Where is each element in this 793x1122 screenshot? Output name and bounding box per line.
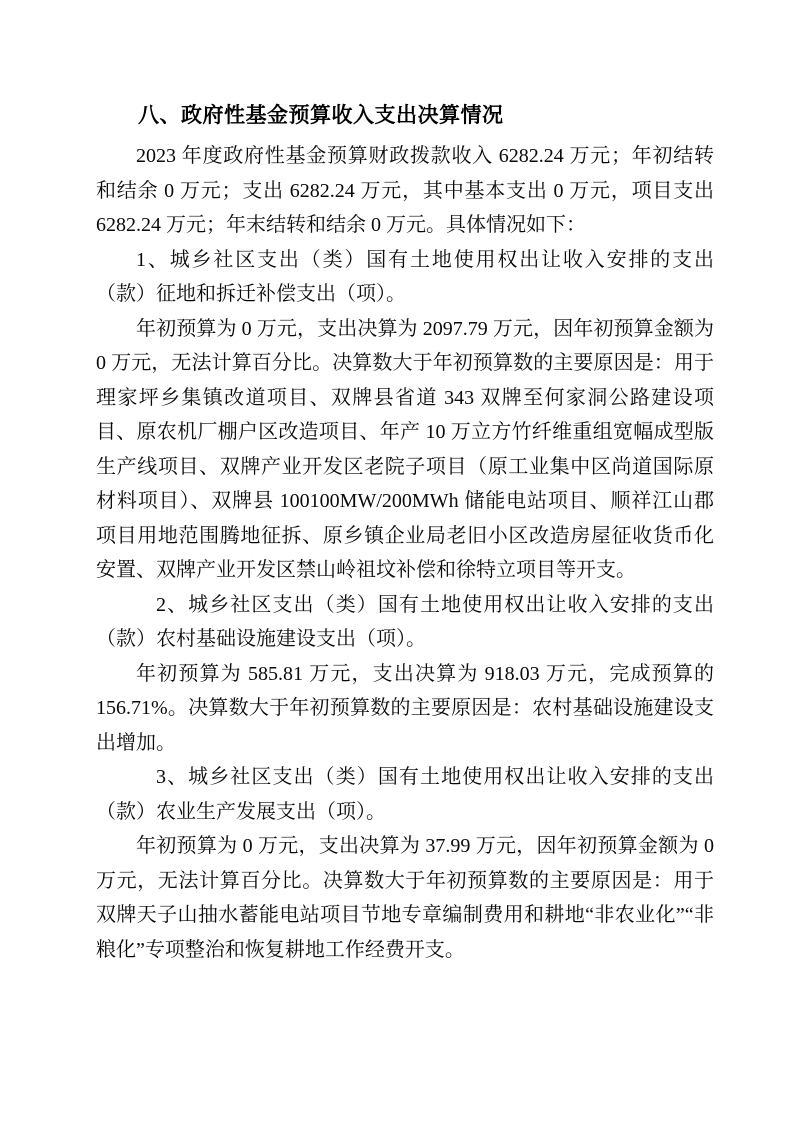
document-content xyxy=(96,96,714,967)
paragraph-item-2-title: 2、城乡社区支出（类）国有土地使用权出让收入安排的支出（款）农村基础设施建设支出（项）。 xyxy=(96,593,714,650)
paragraph-item-3-title: 3、城乡社区支出（类）国有土地使用权出让收入安排的支出（款）农业生产发展支出（项）。 xyxy=(96,766,714,823)
paragraph-item-1-title: 1、城乡社区支出（类）国有土地使用权出让收入安排的支出（款）征地和拆迁补偿支出（项）。 xyxy=(96,248,714,305)
paragraph-item-1-detail: 年初预算为 0 万元，支出决算为 2097.79 万元，因年初预算金额为 0 万元，无法计算百分比。决算数大于年初预算数的主要原因是：用于理家坪乡集镇改道项目、双牌县省道 343 双牌至何家洞公路建设项目、原农机厂棚户区改造项目、年产 10 万立方竹纤维重组宽幅成型版生产线项目、双牌产业开发区老院子项目（原工业集中区尚道国际原材料项目）、双牌县 100100MW/200MWh 储能电站项目、顺祥江山郡项目用地范围腾地征拆、原乡镇企业局老旧小区改造房屋征收货币化安置、双牌产业开发区禁山岭祖坟补偿和徐特立项目等开支。 xyxy=(96,317,714,581)
paragraph-item-3-detail: 年初预算为 0 万元，支出决算为 37.99 万元，因年初预算金额为 0 万元，无法计算百分比。决算数大于年初预算数的主要原因是：用于双牌天子山抽水蓄能电站项目节地专章编制费用和耕地“非农业化”“非粮化”专项整治和恢复耕地工作经费开支。 xyxy=(96,835,714,961)
paragraph-fund-budget-summary: 2023 年度政府性基金预算财政拨款收入 6282.24 万元；年初结转和结余 0 万元；支出 6282.24 万元，其中基本支出 0 万元，项目支出 6282.24 万元；年末结转和结余 0 万元。具体情况如下： xyxy=(96,145,714,236)
paragraph-item-2-detail: 年初预算为 585.81 万元，支出决算为 918.03 万元，完成预算的 156.71%。决算数大于年初预算数的主要原因是：农村基础设施建设支出增加。 xyxy=(96,662,714,754)
section-heading: 八、政府性基金预算收入支出决算情况 xyxy=(138,104,504,127)
